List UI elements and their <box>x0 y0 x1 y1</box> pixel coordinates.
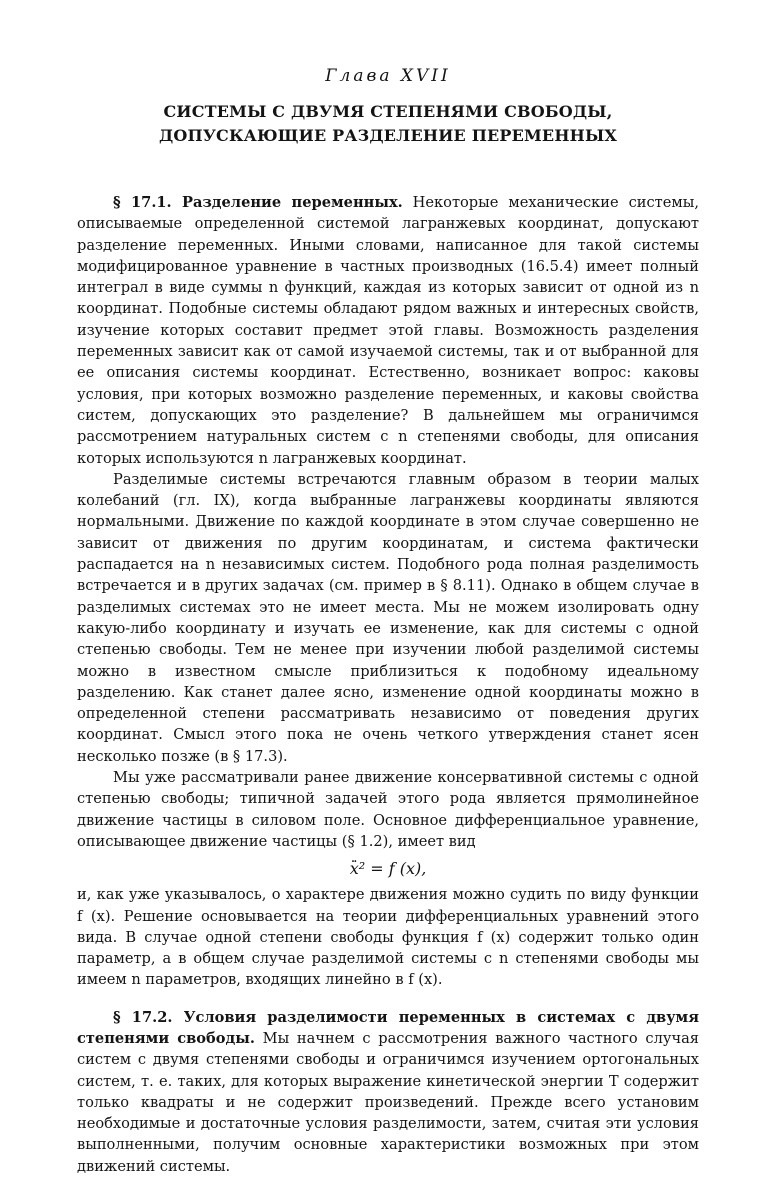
section-17-1-heading: § 17.1. Разделение переменных. <box>113 194 403 211</box>
chapter-title-line-2: ДОПУСКАЮЩИЕ РАЗДЕЛЕНИЕ ПЕРЕМЕННЫХ <box>158 126 618 145</box>
section-17-1-text-1: Некоторые механические системы, описываемые определенной системой лагранжевых координат, допускают разделение переменных. Иными словами, написанное для такой системы модифицированное уравнение в частных производных (16.5.4) имеет полный интеграл в виде суммы n функций, каждая из которых зависит от одной из n координат. Подобные системы обладают рядом важных и интересных свойств, изучение которых составит предмет этой главы. Возможность разделения переменных зависит как от самой изучаемой системы, так и от выбранной для ее описания системы координат. Естественно, возникает вопрос: каковы условия, при которых возможно разделение переменных, и каковы свойства систем, допускающих это разделение? В дальнейшем мы ограничимся рассмотрением натуральных систем с n степенями свободы, для описания которых используются n лагранжевых координат. <box>77 194 699 467</box>
section-17-1-paragraph-3: Мы уже рассматривали ранее движение консервативной системы с одной степенью свободы; типичной задачей этого рода является прямолинейное движение частицы в силовом поле. Основное дифференциальное уравнение, описывающее движение частицы (§ 1.2), имеет вид <box>77 769 699 850</box>
section-17-2-heading: § 17.2. Условия разделимости переменных в системах с двумя степенями свободы. <box>77 1008 699 1047</box>
section-17-1-paragraph-2: Разделимые системы встречаются главным образом в теории малых колебаний (гл. IX), когда выбранные лагранжевы координаты являются нормальными. Движение по каждой координате в этом случае совершенно не зависит от движения по другим координатам, и система фактически распадается на n независимых систем. Подобного рода полная разделимость встречается и в других задачах (см. пример в § 8.11). Однако в общем случае в разделимых системах это не имеет места. Мы не можем изолировать одну какую-либо координату и изучать ее изменение, как для системы с одной степенью свободы. Тем не менее при изучении любой разделимой системы можно в известном смысле приблизиться к подобному идеальному разделению. Как станет далее ясно, изменение одной координаты можно в определенной степени рассматривать независимо от поведения других координат. Смысл этого пока не очень четкого утверждения станет ясен несколько позже (в § 17.3). <box>77 470 699 765</box>
chapter-label: Глава XVII <box>325 66 451 86</box>
formula-lhs: ·· x <box>350 859 359 878</box>
section-17-1-paragraph-1 <box>77 192 699 469</box>
chapter-title-line-1: СИСТЕМЫ С ДВУМЯ СТЕПЕНЯМИ СВОБОДЫ, <box>163 102 613 121</box>
equation-of-motion <box>77 854 699 884</box>
formula-rhs: ² = f (x), <box>358 859 427 879</box>
section-17-2-paragraph-1 <box>77 1007 699 1177</box>
chapter-title <box>77 100 699 148</box>
section-17-1-paragraph-4: и, как уже указывалось, о характере движения можно судить по виду функции f (x). Решение основывается на теории дифференциальных уравнений этого вида. В случае одной степени свободы функция f (x) содержит только один параметр, а в общем случае разделимой системы с n степенями свободы мы имеем n параметров, входящих линейно в f (x). <box>77 886 699 989</box>
section-17-2-text-1: Мы начнем с рассмотрения важного частного случая систем с двумя степенями свободы и ограничимся изучением ортогональных систем, т. е. таких, для которых выражение кинетической энергии T содержит только квадраты и не содержит произведений. Прежде всего установим необходимые и достаточные условия разделимости, затем, считая эти условия выполненными, получим основные характеристики возможных при этом движений системы. <box>77 1029 699 1175</box>
